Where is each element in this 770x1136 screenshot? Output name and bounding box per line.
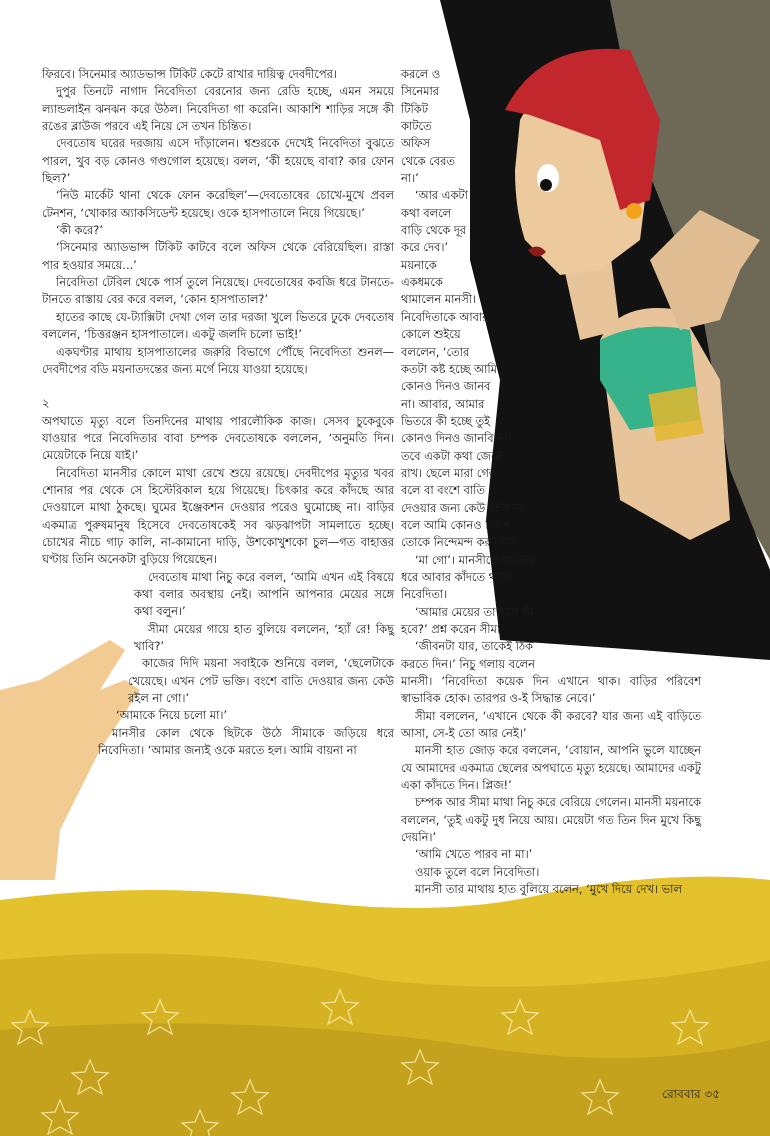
line: অফিস <box>401 136 430 151</box>
line: ‘মা গো’। মানসীকে জড়িয়ে <box>415 552 535 567</box>
paragraph: নিবেদিতা মানসীর কোলে মাথা রেখে শুয়ে রয়েছে। দেবদীপের মৃত্যুর খবর শোনার পর থেকে সে হিস্টেরিকাল হয়ে গিয়েছে। চিৎকার করে কাঁদছে আর দেওয়ালে মাথা ঠুকছে। ঘুমের ইঞ্জেকশন দেওয়ার পরেও ঘুমোচ্ছে না। বাড়ির একমাত্র পুরুষমানুষ হিসেবে দেবতোষকেই সব ঝড়ঝাপটা সামলাতে হচ্ছে। চোখের নীচে গাঢ় কালি, না-কামানো দাড়ি, উশকোখুশকো চুল—গত বাহাত্তর ঘণ্টায় তিনি অনেকটা বুড়িয়ে গিয়েছেন। <box>42 465 394 567</box>
line: কতটা কষ্ট হচ্ছে আমি <box>401 361 497 376</box>
line: তোকে নিন্দেমন্দ করব না।’ <box>401 535 519 550</box>
paragraph: নিবেদিতা টেবিল থেকে পার্স তুলে নিয়েছে। দেবতোষের কবজি ধরে টানতে-টানতে রাস্তায় বের করে বলল, ‘কোন হাসপাতাল?’ <box>42 275 394 307</box>
line: বাড়ি থেকে দূর <box>401 223 467 238</box>
line: ভিতরে কী হচ্ছে তুই <box>401 413 491 428</box>
paragraph: ‘সিনেমার অ্যাডভান্স টিকিট কাটবে বলে অফিস থেকে বেরিয়েছিল। রাস্তা পার হওয়ার সময়ে...’ <box>42 240 394 272</box>
line: করলে ও <box>401 67 441 81</box>
paragraph: ‘আমাকে নিয়ে চলো মা।’ <box>116 708 228 723</box>
paragraph: দুপুর তিনটে নাগাদ নিবেদিতা বেরনোর জন্য রেডি হচ্ছে, এমন সময়ে ল্যান্ডলাইন ঝনঝন করে উঠল। নিবেদিতা গা করেনি। আকাশি শাড়ির সঙ্গে কী রঙের ব্লাউজ পরবে এই নিয়ে সে তখন চিন্তিত। <box>42 84 394 134</box>
right-column-mid <box>401 187 701 673</box>
paragraph: ‘কী করে?’ <box>56 223 103 238</box>
line: করতে দিন।’ নিচু গলায় বলেন <box>401 656 535 671</box>
paragraph: মানসী তার মাথায় হাত বুলিয়ে বলেন, ‘মুখে দিয়ে দেখ। ভাল <box>415 882 682 897</box>
line: বললেন, ‘তোর <box>401 344 470 359</box>
line: কাটতে <box>401 119 432 134</box>
paragraph: চম্পক আর সীমা মাথা নিচু করে বেরিয়ে গেলেন। মানসী ময়নাকে বললেন, ‘তুই একটু দুধ নিয়ে আয়। মেয়েটা গত তিন দিন মুখে কিছু দেয়নি।’ <box>401 795 701 845</box>
paragraph: অপঘাতে মৃত্যু বলে তিনদিনের মাথায় পারলৌকিক কাজ। সেসব চুকেবুকে যাওয়ার পরে নিবেদিতার বাবা চম্পক দেবতোষকে বললেন, ‘অনুমতি দিন। মেয়েটাকে নিয়ে যাই।’ <box>42 413 394 463</box>
paragraph: ওয়াক তুলে বলে নিবেদিতা। <box>415 864 540 879</box>
line: ‘জীবনটা যার, তাকেই ঠিক <box>415 639 533 654</box>
paragraph: হাতের কাছে যে-ট্যাক্সিটা দেখা গেল তার দরজা খুলে ভিতরে ঢুকে দেবতোষ বললেন, ‘চিত্তরঞ্জন হাসপাতালে। একটু জলদি চলো ভাই!’ <box>42 309 394 342</box>
line: না।’ <box>401 171 419 186</box>
line: নিবেদিতাকে আবার <box>401 309 489 324</box>
line: থেকে বেরত <box>401 153 455 168</box>
line: তবে একটা কথা জেনে <box>401 448 503 463</box>
line: কথা বললে <box>401 205 452 220</box>
line: দেওয়ার জন্য কেউ রইল না <box>401 500 524 515</box>
line: হবে?’ প্রশ্ন করেন সীমা। <box>401 622 505 636</box>
line: নিবেদিতা। <box>401 587 448 602</box>
line: ‘আমার মেয়ের তা হলে কী <box>415 604 533 619</box>
line: কোনও দিনও জানবি না। <box>401 431 512 446</box>
paragraph: সীমা মেয়ের গায়ে হাত বুলিয়ে বললেন, ‘হ্যাঁ রে! কিছু খাবি?’ <box>134 621 394 653</box>
paragraph: কাজের দিদি ময়না সবাইকে শুনিয়ে বলল, ‘ছেলেটাকে খেয়েছে। এখন পেট ভক্তি। বংশে বাতি দেওয়ার জন্য কেউ রইল না গো।’ <box>128 656 394 706</box>
paragraph: মানসী হাত জোড় করে বললেন, ‘বোয়ান, আপনি ভুলে যাচ্ছেন যে আমাদের একমাত্র ছেলের অপঘাতে মৃত্যু হয়েছে। আমাদের একটু একা কাঁদতে দিন। প্লিজ!’ <box>401 743 702 793</box>
paragraph: দেবতোষ মাথা নিচু করে বলল, ‘আমি এখন এই বিষয়ে কথা বলার অবস্থায় নেই। আপনি আপনার মেয়ের সঙ্গে কথা বলুন।’ <box>134 569 394 619</box>
line: কোলে শুইয়ে <box>401 327 461 342</box>
right-column <box>401 66 701 899</box>
paragraph: ‘আমি খেতে পারব না মা।’ <box>415 847 533 862</box>
paragraph: দেবতোষ ঘরের দরজায় এসে দাঁড়ালেন। শ্বশুরকে দেখেই নিবেদিতা বুঝতে পারল, খুব বড় কোনও গণ্ডগোল হয়েছে। বলল, ‘কী হয়েছে বাবা? কার ফোন ছিল?’ <box>42 136 394 186</box>
line: করে দেব।’ <box>401 240 449 255</box>
paragraph: মানসীর কোল থেকে ছিটকে উঠে সীমাকে জড়িয়ে ধরে নিবেদিতা। ‘আমার জন্যই ওকে মরতে হল। আমি বায়না না <box>98 725 394 758</box>
paragraph: সীমা বললেন, ‘এখানে থেকে কী করবে? যার জন্য এই বাড়িতে আসা, সে-ই তো আর নেই।’ <box>401 708 701 741</box>
line: বলে আমি কোনও দিনও <box>401 517 510 532</box>
line: টিকিট <box>401 101 428 116</box>
line: বলে বা বংশে বাতি <box>401 483 485 498</box>
line: একধমকে <box>401 275 443 290</box>
paragraph: ফিরবে। সিনেমার অ্যাডভান্স টিকিট কেটে রাখার দায়িত্ব দেবদীপের। <box>42 67 337 81</box>
paragraph: মানসী। ‘নিবেদিতা কয়েক দিন এখানে থাক। বাড়ির পরিবেশ স্বাভাবিক হোক। তারপর ও-ই সিদ্ধান্ত নেবে।’ <box>401 674 701 706</box>
section-number: ২ <box>42 396 50 411</box>
line: ধরে আবার কাঁদতে থাকে <box>401 569 512 584</box>
line: থামালেন মানসী। <box>401 292 477 307</box>
line: ময়নাকে <box>401 257 437 272</box>
right-column-top <box>401 66 701 187</box>
line: রাখ। ছেলে মারা গেল <box>401 465 498 480</box>
line: না। আবার, আমার <box>401 396 485 411</box>
page-footer-label: রোববার ৩৫ <box>662 1087 720 1101</box>
paragraph: একঘণ্টার মাথায় হাসপাতালের জরুরি বিভাগে পৌঁছে নিবেদিতা শুনল—দেবদীপের বডি ময়নাতদন্তের জন্য মর্গে নিয়ে যাওয়া হয়েছে। <box>42 344 394 376</box>
right-column-bottom <box>401 673 701 898</box>
line: ‘আর একটা <box>415 188 468 203</box>
line: সিনেমার <box>401 84 440 99</box>
left-column <box>42 66 394 759</box>
line: কোনও দিনও জানব <box>401 379 491 394</box>
paragraph: ‘নিউ মার্কেট থানা থেকে ফোন করেছিল’—দেবতোষের চোখে-মুখে প্রবল টেনশন, ‘খোকার অ্যাকসিডেন্ট হয়েছে। ওকে হাসপাতালে নিয়ে গিয়েছে।’ <box>42 188 394 220</box>
